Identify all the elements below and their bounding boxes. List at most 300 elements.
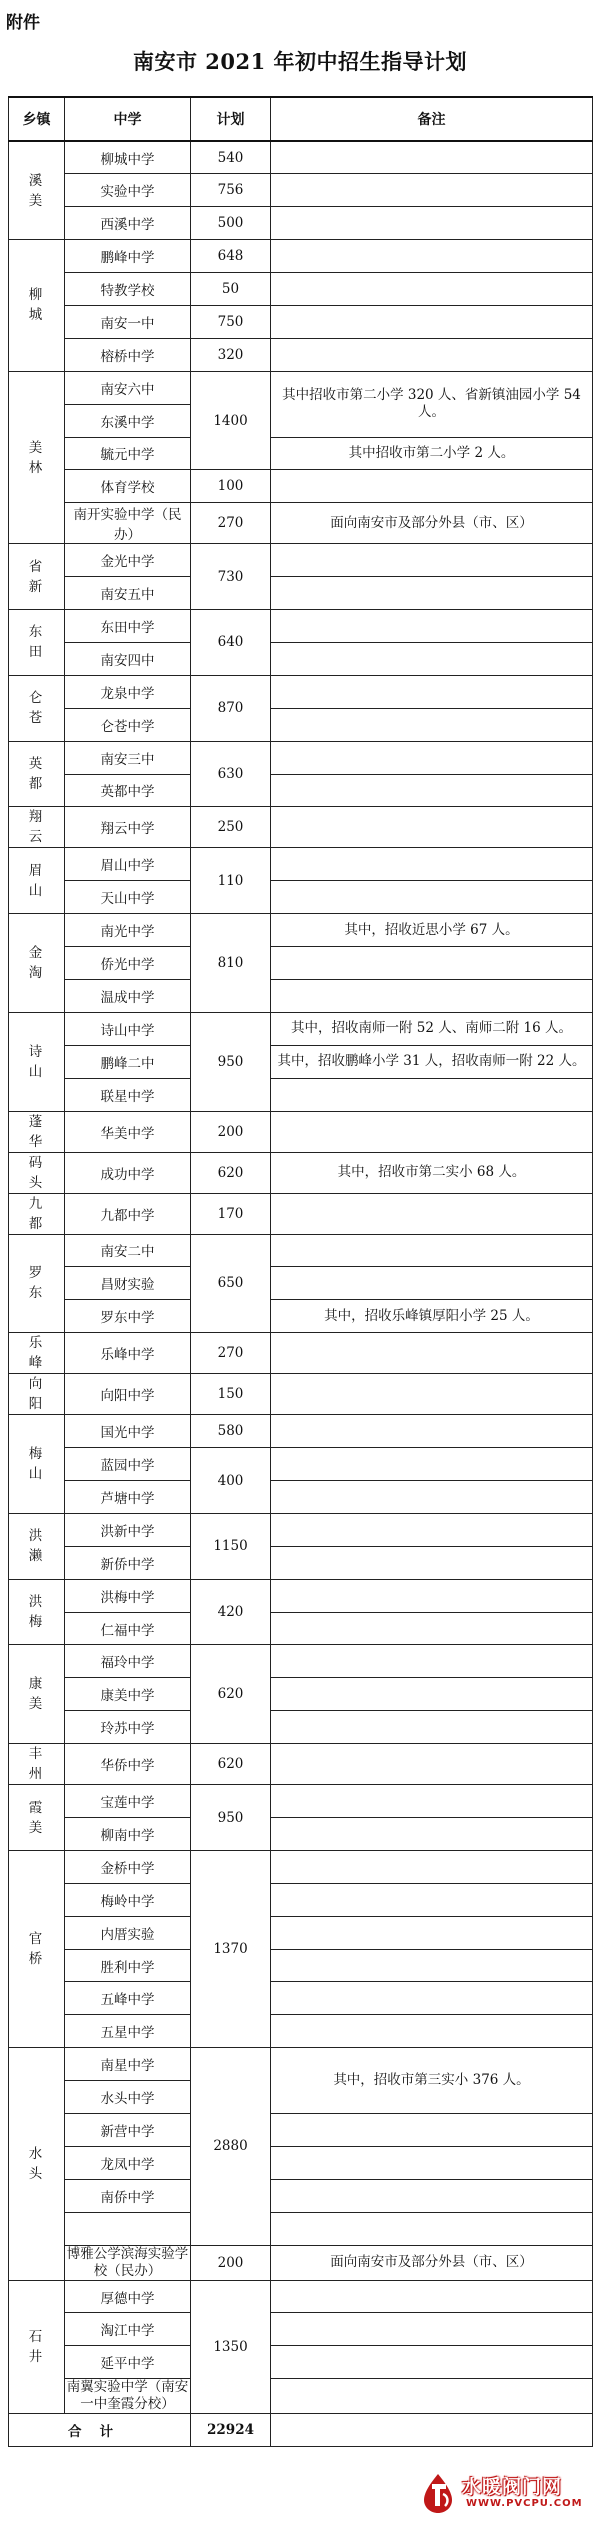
table-row xyxy=(9,979,593,1012)
school-name: 胜利中学 xyxy=(65,1949,191,1982)
quota-value: 1370 xyxy=(191,1850,271,2047)
table-row xyxy=(9,1415,593,1448)
note-cell xyxy=(271,642,593,675)
total-row xyxy=(9,2414,593,2447)
note-cell: 其中，招收南师一附 52 人、南师二附 16 人。 xyxy=(271,1012,593,1045)
town-cell xyxy=(9,1513,65,1579)
quota-value: 250 xyxy=(191,807,271,848)
table-row xyxy=(9,2146,593,2179)
table-row xyxy=(9,741,593,774)
town-name: 眉山 xyxy=(28,862,45,899)
school-name: 龙凤中学 xyxy=(65,2146,191,2179)
quota-value: 870 xyxy=(191,675,271,741)
town-name: 洪梅 xyxy=(28,1594,45,1631)
table-row xyxy=(9,1333,593,1374)
note-cell xyxy=(271,708,593,741)
town-name: 柳城 xyxy=(28,287,45,324)
table-row xyxy=(9,2114,593,2147)
note-cell xyxy=(271,1513,593,1546)
town-cell xyxy=(9,675,65,741)
note-cell xyxy=(271,1850,593,1883)
school-name: 南侨中学 xyxy=(65,2179,191,2212)
quota-value: 620 xyxy=(191,1645,271,1744)
table-row xyxy=(9,1012,593,1045)
table-row xyxy=(9,675,593,708)
table-row xyxy=(9,1579,593,1612)
note-cell: 其中，招收市第二实小 68 人。 xyxy=(271,1152,593,1193)
table-row xyxy=(9,305,593,338)
school-name: 体育学校 xyxy=(65,470,191,503)
town-cell xyxy=(9,1374,65,1415)
school-name xyxy=(65,2212,191,2245)
quota-value: 620 xyxy=(191,1744,271,1785)
school-name: 华侨中学 xyxy=(65,1744,191,1785)
table-row xyxy=(9,1513,593,1546)
table-row xyxy=(9,1267,593,1300)
quota-value: 200 xyxy=(191,1111,271,1152)
town-name: 康美 xyxy=(28,1676,45,1713)
town-cell xyxy=(9,1850,65,2047)
town-cell xyxy=(9,1234,65,1333)
quota-value: 540 xyxy=(191,141,271,174)
table-row xyxy=(9,1078,593,1111)
table-row xyxy=(9,914,593,947)
school-name: 南安四中 xyxy=(65,642,191,675)
table-row xyxy=(9,1152,593,1193)
note-cell xyxy=(271,240,593,273)
school-name: 国光中学 xyxy=(65,1415,191,1448)
town-name: 霞美 xyxy=(28,1799,45,1836)
note-cell xyxy=(271,2212,593,2245)
note-cell xyxy=(271,2114,593,2147)
table-row xyxy=(9,1785,593,1818)
table-row xyxy=(9,207,593,240)
table-row xyxy=(9,437,593,470)
school-name: 南星中学 xyxy=(65,2048,191,2081)
watermark-url: WWW.PVCPU.COM xyxy=(466,2498,583,2509)
town-name: 省新 xyxy=(28,558,45,595)
school-name: 五峰中学 xyxy=(65,1982,191,2015)
table-row xyxy=(9,1949,593,1982)
town-cell xyxy=(9,2280,65,2414)
note-cell: 面向南安市及部分外县（市、区） xyxy=(271,2245,593,2280)
note-cell xyxy=(271,979,593,1012)
school-name: 天山中学 xyxy=(65,881,191,914)
table-header-row xyxy=(9,97,593,141)
school-name: 西溪中学 xyxy=(65,207,191,240)
header-quota: 计划 xyxy=(191,97,271,141)
town-cell xyxy=(9,240,65,372)
table-row xyxy=(9,2313,593,2346)
note-cell: 其中，招收乐峰镇厚阳小学 25 人。 xyxy=(271,1300,593,1333)
quota-value: 1350 xyxy=(191,2280,271,2414)
school-name: 南翼实验中学（南安一中奎霞分校） xyxy=(65,2379,191,2414)
quota-value: 750 xyxy=(191,305,271,338)
school-name: 侨光中学 xyxy=(65,947,191,980)
note-cell xyxy=(271,1678,593,1711)
table-row xyxy=(9,1448,593,1481)
watermark-logo-icon xyxy=(418,2472,458,2514)
school-name: 金光中学 xyxy=(65,544,191,577)
quota-value: 320 xyxy=(191,338,271,371)
note-cell xyxy=(271,774,593,807)
school-name: 梅岭中学 xyxy=(65,1883,191,1916)
note-cell xyxy=(271,2346,593,2379)
note-cell xyxy=(271,1612,593,1645)
total-value: 22924 xyxy=(191,2414,271,2447)
school-name: 柳城中学 xyxy=(65,141,191,174)
note-cell xyxy=(271,1193,593,1234)
school-name: 温成中学 xyxy=(65,979,191,1012)
note-cell xyxy=(271,1111,593,1152)
note-cell xyxy=(271,1448,593,1481)
quota-value: 100 xyxy=(191,470,271,503)
town-cell xyxy=(9,848,65,914)
quota-value: 500 xyxy=(191,207,271,240)
note-cell: 其中，招收市第三实小 376 人。 xyxy=(271,2048,593,2114)
quota-value: 2880 xyxy=(191,2048,271,2245)
table-row xyxy=(9,2379,593,2414)
table-row xyxy=(9,2346,593,2379)
table-row xyxy=(9,1111,593,1152)
table-row xyxy=(9,2280,593,2313)
quota-value: 756 xyxy=(191,174,271,207)
table-row xyxy=(9,2245,593,2280)
quota-value: 648 xyxy=(191,240,271,273)
school-name: 实验中学 xyxy=(65,174,191,207)
note-cell xyxy=(271,807,593,848)
note-cell xyxy=(271,1267,593,1300)
table-row xyxy=(9,1883,593,1916)
school-name: 南安三中 xyxy=(65,741,191,774)
town-cell xyxy=(9,807,65,848)
note-cell xyxy=(271,207,593,240)
town-cell xyxy=(9,1645,65,1744)
table-row xyxy=(9,1546,593,1579)
table-row xyxy=(9,1818,593,1851)
school-name: 龙泉中学 xyxy=(65,675,191,708)
table-row xyxy=(9,2015,593,2048)
school-name: 九都中学 xyxy=(65,1193,191,1234)
town-name: 石井 xyxy=(28,2328,45,2365)
table-row xyxy=(9,2048,593,2081)
table-row xyxy=(9,240,593,273)
quota-value: 50 xyxy=(191,273,271,306)
school-name: 延平中学 xyxy=(65,2346,191,2379)
town-name: 九都 xyxy=(28,1195,45,1232)
note-cell xyxy=(271,675,593,708)
table-row xyxy=(9,1374,593,1415)
school-name: 新侨中学 xyxy=(65,1546,191,1579)
school-name: 博雅公学滨海实验学校（民办） xyxy=(65,2245,191,2280)
note-cell xyxy=(271,273,593,306)
town-name: 东田 xyxy=(28,624,45,661)
town-name: 仑苍 xyxy=(28,690,45,727)
town-name: 洪濑 xyxy=(28,1528,45,1565)
quota-value: 110 xyxy=(191,848,271,914)
quota-value: 810 xyxy=(191,914,271,1013)
school-name: 南安一中 xyxy=(65,305,191,338)
town-cell xyxy=(9,914,65,1013)
note-cell xyxy=(271,2313,593,2346)
school-name: 联星中学 xyxy=(65,1078,191,1111)
note-cell: 其中，招收鹏峰小学 31 人，招收南师一附 22 人。 xyxy=(271,1045,593,1078)
town-cell xyxy=(9,1744,65,1785)
quota-value: 620 xyxy=(191,1152,271,1193)
table-row xyxy=(9,1481,593,1514)
quota-value: 630 xyxy=(191,741,271,807)
school-name: 淘江中学 xyxy=(65,2313,191,2346)
table-body xyxy=(9,141,593,2414)
table-row xyxy=(9,1711,593,1744)
school-name: 玲苏中学 xyxy=(65,1711,191,1744)
note-cell xyxy=(271,470,593,503)
school-name: 东溪中学 xyxy=(65,404,191,437)
school-name: 成功中学 xyxy=(65,1152,191,1193)
quota-value: 730 xyxy=(191,544,271,610)
note-cell xyxy=(271,1711,593,1744)
document-title: 南安市 2021 年初中招生指导计划 xyxy=(132,49,468,74)
town-name: 罗东 xyxy=(28,1265,45,1302)
note-cell xyxy=(271,1916,593,1949)
total-note xyxy=(271,2414,593,2447)
note-cell xyxy=(271,1744,593,1785)
quota-value: 170 xyxy=(191,1193,271,1234)
note-cell: 其中招收市第二小学 320 人、省新镇油园小学 54 人。 xyxy=(271,371,593,437)
school-name: 洪梅中学 xyxy=(65,1579,191,1612)
school-name: 南安五中 xyxy=(65,577,191,610)
note-cell xyxy=(271,1078,593,1111)
school-name: 南安六中 xyxy=(65,371,191,404)
table-row xyxy=(9,1193,593,1234)
school-name: 柳南中学 xyxy=(65,1818,191,1851)
note-cell xyxy=(271,2179,593,2212)
table-row xyxy=(9,1916,593,1949)
town-name: 美林 xyxy=(28,439,45,476)
table-row xyxy=(9,807,593,848)
note-cell xyxy=(271,1234,593,1267)
table-row xyxy=(9,848,593,881)
note-cell: 面向南安市及部分外县（市、区） xyxy=(271,503,593,544)
school-name: 乐峰中学 xyxy=(65,1333,191,1374)
table-row xyxy=(9,774,593,807)
note-cell xyxy=(271,2146,593,2179)
note-cell xyxy=(271,1374,593,1415)
quota-value: 580 xyxy=(191,1415,271,1448)
town-name: 金淘 xyxy=(28,945,45,982)
total-label: 合计 xyxy=(9,2414,191,2447)
school-name: 水头中学 xyxy=(65,2081,191,2114)
school-name: 东田中学 xyxy=(65,610,191,643)
table-row xyxy=(9,1850,593,1883)
table-row xyxy=(9,1612,593,1645)
table-row xyxy=(9,947,593,980)
table-row xyxy=(9,2179,593,2212)
school-name: 罗东中学 xyxy=(65,1300,191,1333)
note-cell xyxy=(271,881,593,914)
quota-value: 1400 xyxy=(191,371,271,470)
quota-value: 950 xyxy=(191,1012,271,1111)
town-name: 水头 xyxy=(28,2145,45,2182)
table-row xyxy=(9,503,593,544)
quota-value: 650 xyxy=(191,1234,271,1333)
town-cell xyxy=(9,1333,65,1374)
town-name: 乐峰 xyxy=(28,1335,45,1372)
note-cell xyxy=(271,174,593,207)
note-cell xyxy=(271,1546,593,1579)
school-name: 洪新中学 xyxy=(65,1513,191,1546)
school-name: 仑苍中学 xyxy=(65,708,191,741)
school-name: 榕桥中学 xyxy=(65,338,191,371)
table-row xyxy=(9,708,593,741)
school-name: 昌财实验 xyxy=(65,1267,191,1300)
table-row xyxy=(9,141,593,174)
note-cell xyxy=(271,2280,593,2313)
town-name: 溪美 xyxy=(28,172,45,209)
table-row xyxy=(9,544,593,577)
quota-value: 200 xyxy=(191,2245,271,2280)
note-cell xyxy=(271,577,593,610)
school-name: 诗山中学 xyxy=(65,1012,191,1045)
note-cell xyxy=(271,1949,593,1982)
school-name: 华美中学 xyxy=(65,1111,191,1152)
note-cell xyxy=(271,305,593,338)
town-cell xyxy=(9,371,65,544)
town-name: 翔云 xyxy=(28,809,45,846)
school-name: 特教学校 xyxy=(65,273,191,306)
note-cell xyxy=(271,1415,593,1448)
school-name: 鹏峰二中 xyxy=(65,1045,191,1078)
school-name: 福玲中学 xyxy=(65,1645,191,1678)
attachment-label: 附件 xyxy=(6,13,40,33)
school-name: 翔云中学 xyxy=(65,807,191,848)
school-name: 南光中学 xyxy=(65,914,191,947)
table-row xyxy=(9,1982,593,2015)
town-name: 码头 xyxy=(28,1154,45,1191)
school-name: 向阳中学 xyxy=(65,1374,191,1415)
note-cell xyxy=(271,1818,593,1851)
note-cell xyxy=(271,1645,593,1678)
quota-value: 270 xyxy=(191,1333,271,1374)
table-row xyxy=(9,371,593,404)
table-row xyxy=(9,2212,593,2245)
note-cell xyxy=(271,2379,593,2414)
school-name: 内厝实验 xyxy=(65,1916,191,1949)
table-row xyxy=(9,577,593,610)
table-row xyxy=(9,1744,593,1785)
quota-value: 1150 xyxy=(191,1513,271,1579)
town-cell xyxy=(9,1785,65,1851)
school-name: 厚德中学 xyxy=(65,2280,191,2313)
quota-value: 420 xyxy=(191,1579,271,1645)
town-name: 丰州 xyxy=(28,1746,45,1783)
note-cell xyxy=(271,610,593,643)
school-name: 康美中学 xyxy=(65,1678,191,1711)
school-name: 宝莲中学 xyxy=(65,1785,191,1818)
note-cell xyxy=(271,2015,593,2048)
town-cell xyxy=(9,610,65,676)
quota-value: 640 xyxy=(191,610,271,676)
quota-value: 150 xyxy=(191,1374,271,1415)
school-name: 芦塘中学 xyxy=(65,1481,191,1514)
table-row xyxy=(9,1645,593,1678)
school-name: 南开实验中学（民办） xyxy=(65,503,191,544)
quota-value: 270 xyxy=(191,503,271,544)
table-row xyxy=(9,273,593,306)
town-name: 诗山 xyxy=(28,1043,45,1080)
town-cell xyxy=(9,741,65,807)
school-name: 蓝园中学 xyxy=(65,1448,191,1481)
note-cell xyxy=(271,544,593,577)
school-name: 仁福中学 xyxy=(65,1612,191,1645)
school-name: 金桥中学 xyxy=(65,1850,191,1883)
note-cell xyxy=(271,741,593,774)
site-watermark xyxy=(418,2468,596,2518)
enrollment-plan-table xyxy=(8,96,593,2447)
town-cell xyxy=(9,2048,65,2280)
header-school: 中学 xyxy=(65,97,191,141)
note-cell: 其中，招收近思小学 67 人。 xyxy=(271,914,593,947)
table-row xyxy=(9,1234,593,1267)
header-note: 备注 xyxy=(271,97,593,141)
note-cell xyxy=(271,1333,593,1374)
table-row xyxy=(9,610,593,643)
table-row xyxy=(9,1300,593,1333)
school-name: 鹏峰中学 xyxy=(65,240,191,273)
quota-value: 950 xyxy=(191,1785,271,1851)
school-name: 眉山中学 xyxy=(65,848,191,881)
header-town: 乡镇 xyxy=(9,97,65,141)
school-name: 新营中学 xyxy=(65,2114,191,2147)
watermark-name: 水暖阀门网 xyxy=(462,2476,563,2498)
table-row xyxy=(9,1045,593,1078)
table-row xyxy=(9,470,593,503)
school-name: 毓元中学 xyxy=(65,437,191,470)
town-name: 蓬华 xyxy=(28,1113,45,1150)
school-name: 英都中学 xyxy=(65,774,191,807)
note-cell xyxy=(271,1883,593,1916)
note-cell xyxy=(271,947,593,980)
town-cell xyxy=(9,1012,65,1111)
table-row xyxy=(9,338,593,371)
town-name: 英都 xyxy=(28,756,45,793)
note-cell xyxy=(271,141,593,174)
table-row xyxy=(9,642,593,675)
note-cell xyxy=(271,1785,593,1818)
town-cell xyxy=(9,141,65,240)
note-cell xyxy=(271,338,593,371)
quota-value: 400 xyxy=(191,1448,271,1514)
town-name: 梅山 xyxy=(28,1446,45,1483)
note-cell xyxy=(271,1982,593,2015)
note-cell xyxy=(271,848,593,881)
table-row xyxy=(9,174,593,207)
table-row xyxy=(9,1678,593,1711)
note-cell xyxy=(271,1481,593,1514)
town-name: 官桥 xyxy=(28,1931,45,1968)
table-row xyxy=(9,881,593,914)
note-cell: 其中招收市第二小学 2 人。 xyxy=(271,437,593,470)
town-cell xyxy=(9,544,65,610)
town-cell xyxy=(9,1415,65,1514)
town-cell xyxy=(9,1152,65,1193)
town-cell xyxy=(9,1193,65,1234)
note-cell xyxy=(271,1579,593,1612)
town-name: 向阳 xyxy=(28,1376,45,1413)
school-name: 五星中学 xyxy=(65,2015,191,2048)
town-cell xyxy=(9,1111,65,1152)
town-cell xyxy=(9,1579,65,1645)
